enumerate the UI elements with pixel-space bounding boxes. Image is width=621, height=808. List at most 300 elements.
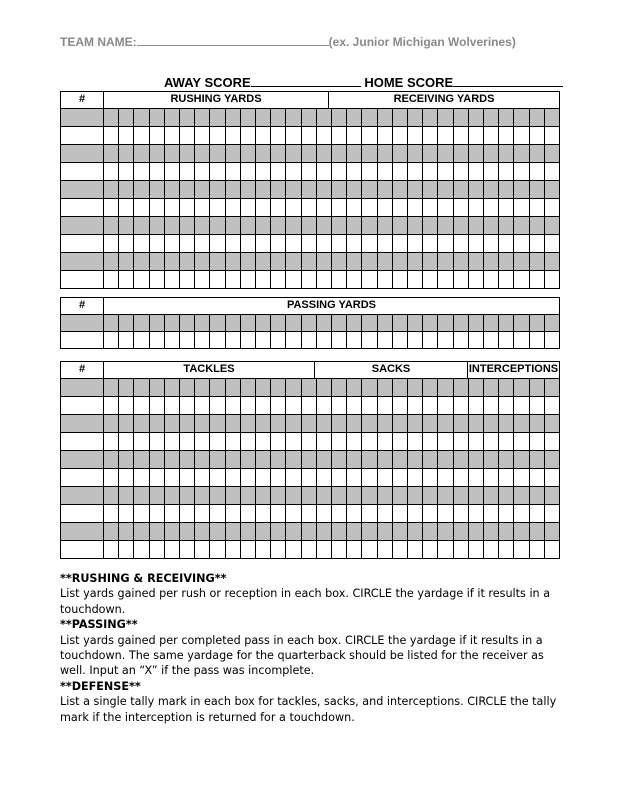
defense-entry-cell[interactable] xyxy=(468,432,483,450)
offense-entry-cell[interactable] xyxy=(422,216,437,234)
offense-entry-cell[interactable] xyxy=(468,252,483,270)
defense-entry-cell[interactable] xyxy=(422,522,437,540)
defense-entry-cell[interactable] xyxy=(270,378,285,396)
defense-entry-cell[interactable] xyxy=(240,414,255,432)
offense-entry-cell[interactable] xyxy=(133,252,148,270)
offense-entry-cell[interactable] xyxy=(285,162,300,180)
offense-entry-cell[interactable] xyxy=(118,252,133,270)
offense-entry-cell[interactable] xyxy=(468,144,483,162)
defense-entry-cell[interactable] xyxy=(544,414,559,432)
defense-entry-cell[interactable] xyxy=(422,504,437,522)
defense-entry-cell[interactable] xyxy=(316,378,331,396)
offense-entry-cell[interactable] xyxy=(316,144,331,162)
defense-entry-cell[interactable] xyxy=(513,396,528,414)
offense-entry-cell[interactable] xyxy=(377,108,392,126)
offense-entry-cell[interactable] xyxy=(255,180,270,198)
defense-entry-cell[interactable] xyxy=(331,522,346,540)
offense-entry-cell[interactable] xyxy=(498,180,513,198)
defense-entry-cell[interactable] xyxy=(225,378,240,396)
defense-entry-cell[interactable] xyxy=(498,522,513,540)
offense-entry-cell[interactable] xyxy=(103,252,118,270)
offense-entry-cell[interactable] xyxy=(361,162,376,180)
passing-entry-cell[interactable] xyxy=(270,314,285,331)
offense-entry-cell[interactable] xyxy=(103,126,118,144)
defense-entry-cell[interactable] xyxy=(513,468,528,486)
offense-entry-cell[interactable] xyxy=(103,234,118,252)
passing-entry-cell[interactable] xyxy=(453,331,468,348)
defense-entry-cell[interactable] xyxy=(377,486,392,504)
defense-entry-cell[interactable] xyxy=(346,414,361,432)
offense-entry-cell[interactable] xyxy=(209,126,224,144)
passing-entry-cell[interactable] xyxy=(498,331,513,348)
defense-number-cell[interactable] xyxy=(60,504,103,522)
defense-entry-cell[interactable] xyxy=(422,540,437,558)
offense-entry-cell[interactable] xyxy=(346,126,361,144)
offense-entry-cell[interactable] xyxy=(255,108,270,126)
offense-entry-cell[interactable] xyxy=(133,234,148,252)
defense-entry-cell[interactable] xyxy=(377,450,392,468)
offense-entry-cell[interactable] xyxy=(544,126,559,144)
defense-entry-cell[interactable] xyxy=(498,432,513,450)
defense-entry-cell[interactable] xyxy=(301,468,316,486)
defense-entry-cell[interactable] xyxy=(179,378,194,396)
defense-entry-cell[interactable] xyxy=(225,396,240,414)
offense-entry-cell[interactable] xyxy=(346,198,361,216)
defense-number-cell[interactable] xyxy=(60,396,103,414)
defense-entry-cell[interactable] xyxy=(149,486,164,504)
defense-entry-cell[interactable] xyxy=(498,540,513,558)
offense-entry-cell[interactable] xyxy=(422,108,437,126)
defense-entry-cell[interactable] xyxy=(331,468,346,486)
defense-entry-cell[interactable] xyxy=(513,486,528,504)
offense-entry-cell[interactable] xyxy=(483,270,498,288)
offense-entry-cell[interactable] xyxy=(209,144,224,162)
offense-entry-cell[interactable] xyxy=(270,252,285,270)
offense-entry-cell[interactable] xyxy=(513,180,528,198)
defense-entry-cell[interactable] xyxy=(453,540,468,558)
passing-entry-cell[interactable] xyxy=(209,314,224,331)
defense-entry-cell[interactable] xyxy=(331,432,346,450)
defense-entry-cell[interactable] xyxy=(529,468,544,486)
offense-entry-cell[interactable] xyxy=(255,162,270,180)
passing-entry-cell[interactable] xyxy=(225,331,240,348)
passing-entry-cell[interactable] xyxy=(407,314,422,331)
offense-entry-cell[interactable] xyxy=(468,126,483,144)
offense-entry-cell[interactable] xyxy=(179,234,194,252)
team-name-blank[interactable] xyxy=(137,34,329,46)
offense-entry-cell[interactable] xyxy=(285,180,300,198)
offense-entry-cell[interactable] xyxy=(301,162,316,180)
offense-entry-cell[interactable] xyxy=(392,144,407,162)
defense-entry-cell[interactable] xyxy=(483,450,498,468)
offense-entry-cell[interactable] xyxy=(240,108,255,126)
defense-entry-cell[interactable] xyxy=(331,486,346,504)
defense-entry-cell[interactable] xyxy=(529,522,544,540)
offense-entry-cell[interactable] xyxy=(316,162,331,180)
offense-entry-cell[interactable] xyxy=(483,198,498,216)
defense-entry-cell[interactable] xyxy=(392,450,407,468)
defense-entry-cell[interactable] xyxy=(453,414,468,432)
defense-entry-cell[interactable] xyxy=(361,432,376,450)
defense-entry-cell[interactable] xyxy=(301,414,316,432)
offense-entry-cell[interactable] xyxy=(225,234,240,252)
defense-entry-cell[interactable] xyxy=(179,432,194,450)
defense-entry-cell[interactable] xyxy=(179,486,194,504)
offense-entry-cell[interactable] xyxy=(316,234,331,252)
offense-entry-cell[interactable] xyxy=(498,126,513,144)
defense-entry-cell[interactable] xyxy=(468,540,483,558)
offense-entry-cell[interactable] xyxy=(361,234,376,252)
defense-entry-cell[interactable] xyxy=(422,450,437,468)
defense-entry-cell[interactable] xyxy=(453,504,468,522)
defense-entry-cell[interactable] xyxy=(164,414,179,432)
defense-entry-cell[interactable] xyxy=(407,414,422,432)
defense-entry-cell[interactable] xyxy=(103,522,118,540)
defense-entry-cell[interactable] xyxy=(179,414,194,432)
defense-entry-cell[interactable] xyxy=(133,378,148,396)
defense-entry-cell[interactable] xyxy=(346,396,361,414)
defense-entry-cell[interactable] xyxy=(194,522,209,540)
defense-entry-cell[interactable] xyxy=(103,432,118,450)
offense-entry-cell[interactable] xyxy=(437,216,452,234)
defense-entry-cell[interactable] xyxy=(468,450,483,468)
offense-entry-cell[interactable] xyxy=(392,108,407,126)
defense-entry-cell[interactable] xyxy=(285,396,300,414)
offense-entry-cell[interactable] xyxy=(377,270,392,288)
passing-entry-cell[interactable] xyxy=(285,331,300,348)
passing-entry-cell[interactable] xyxy=(498,314,513,331)
offense-entry-cell[interactable] xyxy=(285,108,300,126)
passing-number-cell[interactable] xyxy=(60,331,103,348)
offense-entry-cell[interactable] xyxy=(149,198,164,216)
defense-entry-cell[interactable] xyxy=(407,396,422,414)
defense-entry-cell[interactable] xyxy=(529,378,544,396)
defense-entry-cell[interactable] xyxy=(133,450,148,468)
defense-entry-cell[interactable] xyxy=(453,468,468,486)
offense-entry-cell[interactable] xyxy=(194,270,209,288)
offense-entry-cell[interactable] xyxy=(133,162,148,180)
defense-entry-cell[interactable] xyxy=(483,468,498,486)
offense-entry-cell[interactable] xyxy=(392,162,407,180)
passing-entry-cell[interactable] xyxy=(301,314,316,331)
defense-entry-cell[interactable] xyxy=(270,450,285,468)
offense-entry-cell[interactable] xyxy=(331,180,346,198)
defense-number-cell[interactable] xyxy=(60,414,103,432)
defense-entry-cell[interactable] xyxy=(103,540,118,558)
offense-entry-cell[interactable] xyxy=(529,108,544,126)
defense-entry-cell[interactable] xyxy=(118,486,133,504)
defense-entry-cell[interactable] xyxy=(513,414,528,432)
offense-entry-cell[interactable] xyxy=(437,252,452,270)
offense-entry-cell[interactable] xyxy=(361,126,376,144)
offense-entry-cell[interactable] xyxy=(194,126,209,144)
defense-entry-cell[interactable] xyxy=(209,522,224,540)
defense-entry-cell[interactable] xyxy=(270,468,285,486)
defense-entry-cell[interactable] xyxy=(422,396,437,414)
offense-entry-cell[interactable] xyxy=(498,234,513,252)
defense-entry-cell[interactable] xyxy=(240,522,255,540)
defense-entry-cell[interactable] xyxy=(361,522,376,540)
passing-entry-cell[interactable] xyxy=(513,314,528,331)
offense-entry-cell[interactable] xyxy=(194,108,209,126)
offense-entry-cell[interactable] xyxy=(209,234,224,252)
defense-entry-cell[interactable] xyxy=(225,432,240,450)
offense-entry-cell[interactable] xyxy=(270,108,285,126)
defense-entry-cell[interactable] xyxy=(437,540,452,558)
defense-entry-cell[interactable] xyxy=(164,486,179,504)
offense-entry-cell[interactable] xyxy=(118,144,133,162)
offense-entry-cell[interactable] xyxy=(164,126,179,144)
passing-entry-cell[interactable] xyxy=(544,314,559,331)
defense-entry-cell[interactable] xyxy=(529,486,544,504)
defense-entry-cell[interactable] xyxy=(498,414,513,432)
defense-entry-cell[interactable] xyxy=(164,522,179,540)
defense-entry-cell[interactable] xyxy=(483,414,498,432)
defense-entry-cell[interactable] xyxy=(270,522,285,540)
offense-entry-cell[interactable] xyxy=(498,144,513,162)
passing-entry-cell[interactable] xyxy=(103,331,118,348)
defense-entry-cell[interactable] xyxy=(316,450,331,468)
offense-entry-cell[interactable] xyxy=(103,180,118,198)
offense-entry-cell[interactable] xyxy=(225,180,240,198)
offense-entry-cell[interactable] xyxy=(483,126,498,144)
offense-entry-cell[interactable] xyxy=(544,252,559,270)
passing-entry-cell[interactable] xyxy=(422,314,437,331)
offense-entry-cell[interactable] xyxy=(316,198,331,216)
defense-entry-cell[interactable] xyxy=(194,432,209,450)
passing-entry-cell[interactable] xyxy=(346,314,361,331)
defense-entry-cell[interactable] xyxy=(118,414,133,432)
defense-entry-cell[interactable] xyxy=(316,486,331,504)
offense-entry-cell[interactable] xyxy=(118,234,133,252)
offense-entry-cell[interactable] xyxy=(118,126,133,144)
offense-entry-cell[interactable] xyxy=(407,162,422,180)
defense-entry-cell[interactable] xyxy=(194,504,209,522)
defense-entry-cell[interactable] xyxy=(301,396,316,414)
offense-entry-cell[interactable] xyxy=(179,198,194,216)
passing-entry-cell[interactable] xyxy=(240,331,255,348)
passing-entry-cell[interactable] xyxy=(483,314,498,331)
offense-entry-cell[interactable] xyxy=(316,270,331,288)
offense-entry-cell[interactable] xyxy=(468,180,483,198)
offense-entry-cell[interactable] xyxy=(149,216,164,234)
offense-entry-cell[interactable] xyxy=(407,180,422,198)
defense-entry-cell[interactable] xyxy=(194,468,209,486)
offense-number-cell[interactable] xyxy=(60,198,103,216)
defense-entry-cell[interactable] xyxy=(361,414,376,432)
defense-entry-cell[interactable] xyxy=(225,486,240,504)
offense-entry-cell[interactable] xyxy=(513,126,528,144)
passing-entry-cell[interactable] xyxy=(225,314,240,331)
offense-entry-cell[interactable] xyxy=(240,126,255,144)
offense-number-cell[interactable] xyxy=(60,180,103,198)
offense-entry-cell[interactable] xyxy=(544,180,559,198)
offense-entry-cell[interactable] xyxy=(498,198,513,216)
defense-entry-cell[interactable] xyxy=(361,486,376,504)
defense-entry-cell[interactable] xyxy=(209,396,224,414)
defense-entry-cell[interactable] xyxy=(529,540,544,558)
offense-entry-cell[interactable] xyxy=(377,144,392,162)
defense-entry-cell[interactable] xyxy=(301,432,316,450)
defense-entry-cell[interactable] xyxy=(331,414,346,432)
defense-entry-cell[interactable] xyxy=(346,486,361,504)
offense-entry-cell[interactable] xyxy=(103,198,118,216)
offense-entry-cell[interactable] xyxy=(422,162,437,180)
defense-entry-cell[interactable] xyxy=(164,450,179,468)
offense-entry-cell[interactable] xyxy=(468,234,483,252)
defense-entry-cell[interactable] xyxy=(331,540,346,558)
offense-entry-cell[interactable] xyxy=(179,270,194,288)
offense-entry-cell[interactable] xyxy=(301,144,316,162)
offense-entry-cell[interactable] xyxy=(316,108,331,126)
defense-entry-cell[interactable] xyxy=(453,522,468,540)
offense-entry-cell[interactable] xyxy=(270,144,285,162)
defense-entry-cell[interactable] xyxy=(255,432,270,450)
offense-entry-cell[interactable] xyxy=(209,162,224,180)
offense-entry-cell[interactable] xyxy=(179,180,194,198)
offense-entry-cell[interactable] xyxy=(437,234,452,252)
passing-entry-cell[interactable] xyxy=(194,331,209,348)
offense-entry-cell[interactable] xyxy=(544,270,559,288)
offense-entry-cell[interactable] xyxy=(392,270,407,288)
defense-entry-cell[interactable] xyxy=(316,414,331,432)
defense-entry-cell[interactable] xyxy=(133,504,148,522)
offense-entry-cell[interactable] xyxy=(149,162,164,180)
offense-entry-cell[interactable] xyxy=(483,180,498,198)
defense-entry-cell[interactable] xyxy=(225,504,240,522)
offense-entry-cell[interactable] xyxy=(149,126,164,144)
passing-entry-cell[interactable] xyxy=(468,314,483,331)
offense-entry-cell[interactable] xyxy=(149,108,164,126)
defense-entry-cell[interactable] xyxy=(361,468,376,486)
offense-entry-cell[interactable] xyxy=(225,198,240,216)
defense-entry-cell[interactable] xyxy=(209,432,224,450)
defense-entry-cell[interactable] xyxy=(468,414,483,432)
defense-entry-cell[interactable] xyxy=(331,504,346,522)
offense-entry-cell[interactable] xyxy=(331,198,346,216)
offense-entry-cell[interactable] xyxy=(240,252,255,270)
offense-entry-cell[interactable] xyxy=(453,180,468,198)
defense-entry-cell[interactable] xyxy=(316,468,331,486)
offense-entry-cell[interactable] xyxy=(513,198,528,216)
offense-entry-cell[interactable] xyxy=(118,108,133,126)
offense-entry-cell[interactable] xyxy=(209,198,224,216)
offense-entry-cell[interactable] xyxy=(133,216,148,234)
offense-entry-cell[interactable] xyxy=(453,108,468,126)
offense-entry-cell[interactable] xyxy=(513,234,528,252)
offense-entry-cell[interactable] xyxy=(437,162,452,180)
defense-number-cell[interactable] xyxy=(60,378,103,396)
defense-entry-cell[interactable] xyxy=(437,486,452,504)
defense-entry-cell[interactable] xyxy=(483,540,498,558)
offense-entry-cell[interactable] xyxy=(422,270,437,288)
defense-entry-cell[interactable] xyxy=(285,414,300,432)
passing-entry-cell[interactable] xyxy=(483,331,498,348)
offense-entry-cell[interactable] xyxy=(498,216,513,234)
defense-entry-cell[interactable] xyxy=(498,468,513,486)
defense-entry-cell[interactable] xyxy=(255,486,270,504)
offense-entry-cell[interactable] xyxy=(194,180,209,198)
defense-entry-cell[interactable] xyxy=(544,450,559,468)
defense-entry-cell[interactable] xyxy=(209,504,224,522)
offense-entry-cell[interactable] xyxy=(118,270,133,288)
offense-number-cell[interactable] xyxy=(60,234,103,252)
defense-entry-cell[interactable] xyxy=(483,396,498,414)
defense-entry-cell[interactable] xyxy=(164,468,179,486)
offense-entry-cell[interactable] xyxy=(179,126,194,144)
defense-entry-cell[interactable] xyxy=(407,378,422,396)
offense-entry-cell[interactable] xyxy=(361,180,376,198)
offense-entry-cell[interactable] xyxy=(164,198,179,216)
defense-entry-cell[interactable] xyxy=(255,396,270,414)
offense-entry-cell[interactable] xyxy=(301,252,316,270)
defense-entry-cell[interactable] xyxy=(453,432,468,450)
passing-entry-cell[interactable] xyxy=(164,331,179,348)
defense-entry-cell[interactable] xyxy=(255,522,270,540)
offense-entry-cell[interactable] xyxy=(529,234,544,252)
defense-number-cell[interactable] xyxy=(60,486,103,504)
passing-entry-cell[interactable] xyxy=(529,314,544,331)
passing-entry-cell[interactable] xyxy=(133,314,148,331)
defense-entry-cell[interactable] xyxy=(133,396,148,414)
defense-entry-cell[interactable] xyxy=(483,522,498,540)
defense-entry-cell[interactable] xyxy=(301,450,316,468)
defense-entry-cell[interactable] xyxy=(255,378,270,396)
defense-entry-cell[interactable] xyxy=(164,378,179,396)
defense-entry-cell[interactable] xyxy=(422,468,437,486)
defense-entry-cell[interactable] xyxy=(529,414,544,432)
offense-entry-cell[interactable] xyxy=(164,234,179,252)
passing-entry-cell[interactable] xyxy=(361,331,376,348)
offense-entry-cell[interactable] xyxy=(392,252,407,270)
defense-entry-cell[interactable] xyxy=(285,504,300,522)
defense-entry-cell[interactable] xyxy=(149,522,164,540)
defense-entry-cell[interactable] xyxy=(270,540,285,558)
offense-entry-cell[interactable] xyxy=(255,198,270,216)
defense-entry-cell[interactable] xyxy=(209,414,224,432)
defense-entry-cell[interactable] xyxy=(179,450,194,468)
defense-entry-cell[interactable] xyxy=(149,378,164,396)
defense-entry-cell[interactable] xyxy=(194,450,209,468)
defense-entry-cell[interactable] xyxy=(209,378,224,396)
defense-entry-cell[interactable] xyxy=(377,396,392,414)
defense-entry-cell[interactable] xyxy=(513,540,528,558)
defense-entry-cell[interactable] xyxy=(301,540,316,558)
defense-entry-cell[interactable] xyxy=(377,468,392,486)
offense-entry-cell[interactable] xyxy=(361,216,376,234)
passing-entry-cell[interactable] xyxy=(301,331,316,348)
offense-entry-cell[interactable] xyxy=(285,234,300,252)
offense-entry-cell[interactable] xyxy=(209,216,224,234)
defense-entry-cell[interactable] xyxy=(498,450,513,468)
offense-entry-cell[interactable] xyxy=(437,108,452,126)
defense-entry-cell[interactable] xyxy=(285,540,300,558)
offense-entry-cell[interactable] xyxy=(301,234,316,252)
defense-entry-cell[interactable] xyxy=(377,432,392,450)
offense-entry-cell[interactable] xyxy=(483,234,498,252)
offense-entry-cell[interactable] xyxy=(437,144,452,162)
defense-entry-cell[interactable] xyxy=(225,414,240,432)
offense-entry-cell[interactable] xyxy=(133,108,148,126)
offense-entry-cell[interactable] xyxy=(255,216,270,234)
defense-entry-cell[interactable] xyxy=(103,414,118,432)
offense-entry-cell[interactable] xyxy=(453,270,468,288)
defense-number-cell[interactable] xyxy=(60,450,103,468)
offense-entry-cell[interactable] xyxy=(377,180,392,198)
defense-entry-cell[interactable] xyxy=(209,486,224,504)
passing-entry-cell[interactable] xyxy=(255,331,270,348)
defense-entry-cell[interactable] xyxy=(392,432,407,450)
